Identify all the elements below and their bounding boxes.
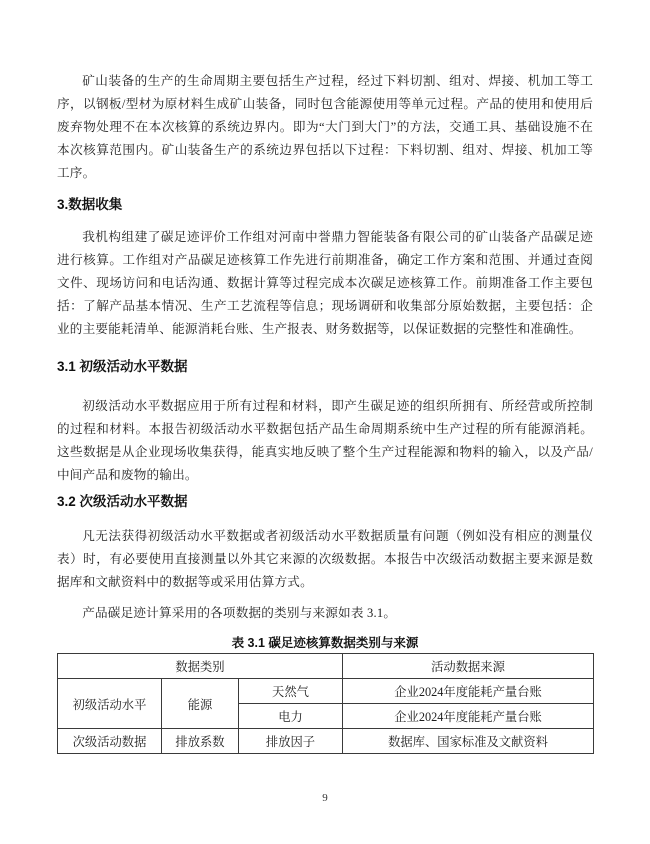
- paragraph-table-reference: 产品碳足迹计算采用的各项数据的类别与来源如表 3.1。: [82, 606, 397, 620]
- table-header-activity-data-source: 活动数据来源: [343, 654, 594, 679]
- cell-energy: 能源: [162, 679, 239, 729]
- cell-emission-coefficient: 排放系数: [162, 729, 239, 754]
- paragraph-secondary-activity-data: 凡无法获得初级活动水平数据或者初级活动水平数据质量有问题（例如没有相应的测量仪表）时，有必要使用直接测量以外其它来源的次级数据。本报告中次级活动数据主要来源是数据库和文献资料中的数据等或采用估算方式。: [57, 529, 593, 589]
- data-category-source-table: [57, 653, 594, 754]
- cell-emission-factor-source: 数据库、国家标准及文献资料: [343, 729, 594, 754]
- paragraph-system-boundary: 矿山装备的生产的生命周期主要包括生产过程，经过下料切割、组对、焊接、机加工等工序，以钢板/型材为原材料生成矿山装备，同时包含能源使用等单元过程。产品的使用和使用后废弃物处理不在本次核算的系统边界内。即为“大门到大门”的方法，交通工具、基础设施不在本次核算范围内。矿山装备生产的系统边界包括以下过程：下料切割、组对、焊接、机加工等工序。: [57, 74, 593, 180]
- table-caption: 表 3.1 碳足迹核算数据类别与来源: [231, 636, 419, 650]
- cell-electricity-source: 企业2024年度能耗产量台账: [343, 704, 594, 729]
- section-heading-data-collection: 3.数据收集: [57, 197, 123, 212]
- table-header-row: [58, 654, 594, 679]
- paragraph-primary-activity-data: 初级活动水平数据应用于所有过程和材料，即产生碳足迹的组织所拥有、所经营或所控制的过程和材料。本报告初级活动水平数据包括产品生命周期系统中生产过程的所有能源消耗。这些数据是从企业现场收集获得，能真实地反映了整个生产过程能源和物料的输入，以及产品/中间产品和废物的输出。: [57, 399, 593, 482]
- cell-natural-gas-source: 企业2024年度能耗产量台账: [343, 679, 594, 704]
- table-header-data-category: 数据类别: [58, 654, 343, 679]
- section-heading-secondary-activity-data: 3.2 次级活动水平数据: [57, 494, 188, 509]
- page-number: 9: [322, 792, 328, 804]
- table-row-natural-gas: [58, 679, 594, 704]
- cell-natural-gas: 天然气: [239, 679, 343, 704]
- cell-emission-factor: 排放因子: [239, 729, 343, 754]
- paragraph-data-collection: 我机构组建了碳足迹评价工作组对河南中誉鼎力智能装备有限公司的矿山装备产品碳足迹进行核算。工作组对产品碳足迹核算工作先进行前期准备，确定工作方案和范围、并通过查阅文件、现场访问和电话沟通、数据计算等过程完成本次碳足迹核算工作。前期准备工作主要包括：了解产品基本情况、生产工艺流程等信息；现场调研和收集部分原始数据，主要包括：企业的主要能耗清单、能源消耗台账、生产报表、财务数据等，以保证数据的完整性和准确性。: [57, 230, 593, 336]
- cell-primary-activity-level: 初级活动水平: [58, 679, 162, 729]
- cell-electricity: 电力: [239, 704, 343, 729]
- section-heading-primary-activity-data: 3.1 初级活动水平数据: [57, 359, 188, 374]
- table-row-emission-factor: [58, 729, 594, 754]
- cell-secondary-activity-data: 次级活动数据: [58, 729, 162, 754]
